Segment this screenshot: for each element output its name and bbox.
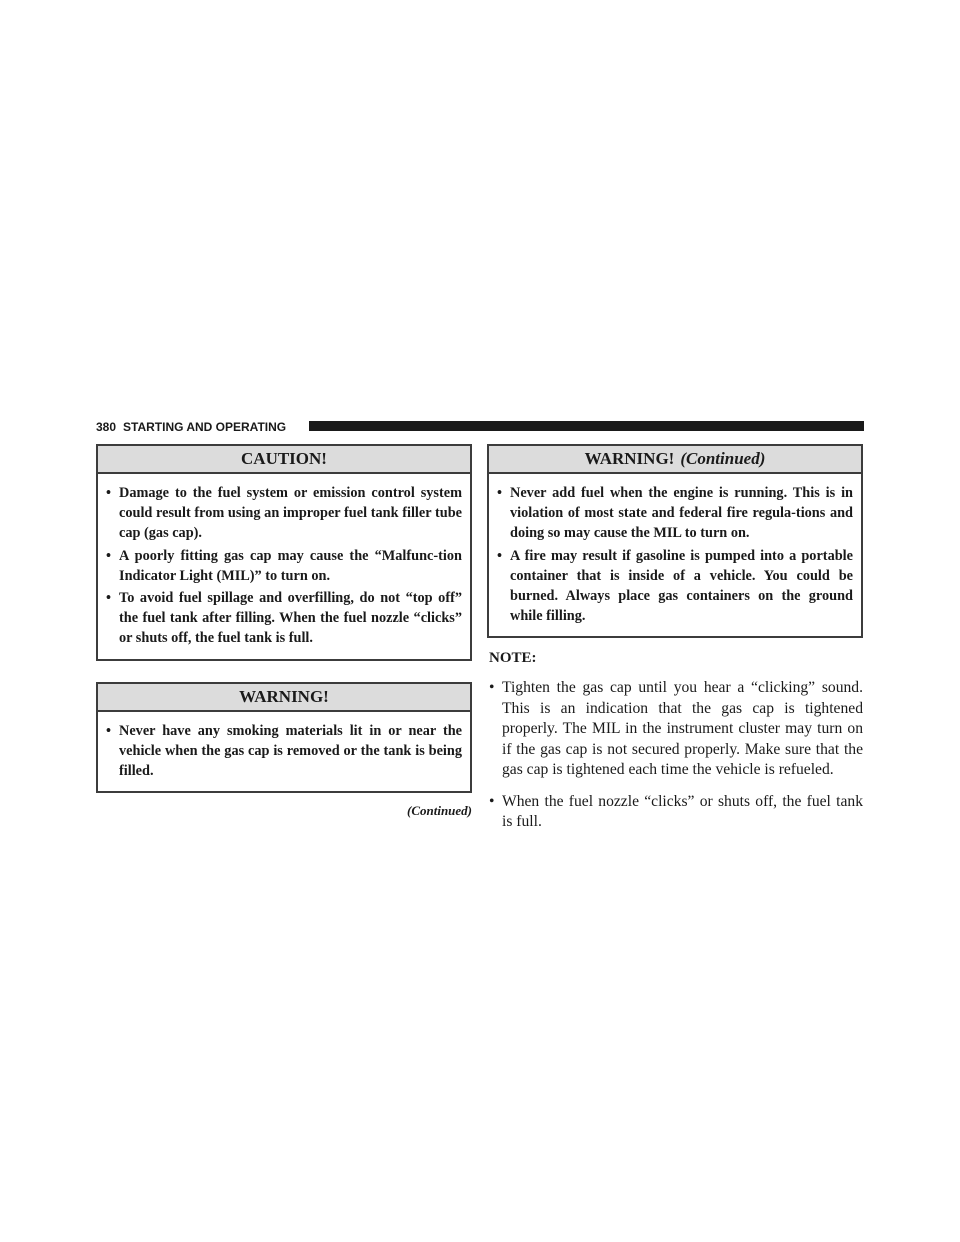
section-title: STARTING AND OPERATING [123, 420, 287, 434]
bullet-icon: • [489, 792, 495, 810]
warning-continued-title: WARNING! (Continued) [489, 446, 861, 474]
note-list [487, 678, 863, 833]
warning-item: • A fire may result if gasoline is pumped into a portable container that is inside of a vehicle. You could be burned. Always place gas containers on the ground while filling. [497, 547, 853, 625]
warning-box [96, 682, 472, 794]
warning-list [106, 721, 462, 782]
caution-title: CAUTION! [98, 446, 470, 474]
bullet-icon: • [497, 485, 503, 501]
bullet-icon: • [106, 590, 112, 607]
note-item: • Tighten the gas cap until you hear a “clicking” sound. This is an indication that the gas cap is tightened properly. The MIL in the instrument cluster may turn on if the gas cap is not secured properly. Make sure that the gas cap is tightened each time the vehicle is refueled. [489, 679, 863, 779]
bullet-icon: • [489, 679, 495, 697]
warning-continued-box [487, 444, 863, 638]
caution-item: • To avoid fuel spillage and overfilling, do not “top off” the fuel tank after filling. When the fuel nozzle “clicks” or shuts off, the fuel tank is full. [106, 590, 462, 647]
caution-list [106, 483, 462, 649]
bullet-icon: • [106, 485, 112, 501]
bullet-icon: • [106, 547, 112, 564]
page-number: 380 [96, 420, 117, 434]
bullet-icon: • [497, 547, 503, 564]
caution-item: • Damage to the fuel system or emission control system could result from using an improper fuel tank filler tube cap (gas cap). [106, 485, 462, 542]
header-rule [309, 421, 864, 431]
note-item: • When the fuel nozzle “clicks” or shuts off, the fuel tank is full. [489, 792, 863, 831]
right-column [487, 444, 863, 844]
warning-item: • Never have any smoking materials lit in or near the vehicle when the gas cap is removed or the tank is being filled. [106, 722, 462, 780]
left-column [96, 444, 472, 819]
warning-continued-list [497, 483, 853, 626]
caution-box [96, 444, 472, 661]
note-label: NOTE: [489, 650, 537, 667]
bullet-icon: • [106, 722, 112, 739]
continued-note: (Continued) [406, 803, 472, 819]
continued-label: (Continued) [680, 449, 766, 468]
warning-title: WARNING! [98, 684, 470, 712]
warning-item: • Never add fuel when the engine is running. This is in violation of most state and federal fire regula-tions and doing so may cause the MIL to turn on. [497, 485, 853, 542]
caution-item: • A poorly fitting gas cap may cause the “Malfunc-tion Indicator Light (MIL)” to turn on. [106, 547, 462, 584]
page-header [96, 420, 864, 434]
